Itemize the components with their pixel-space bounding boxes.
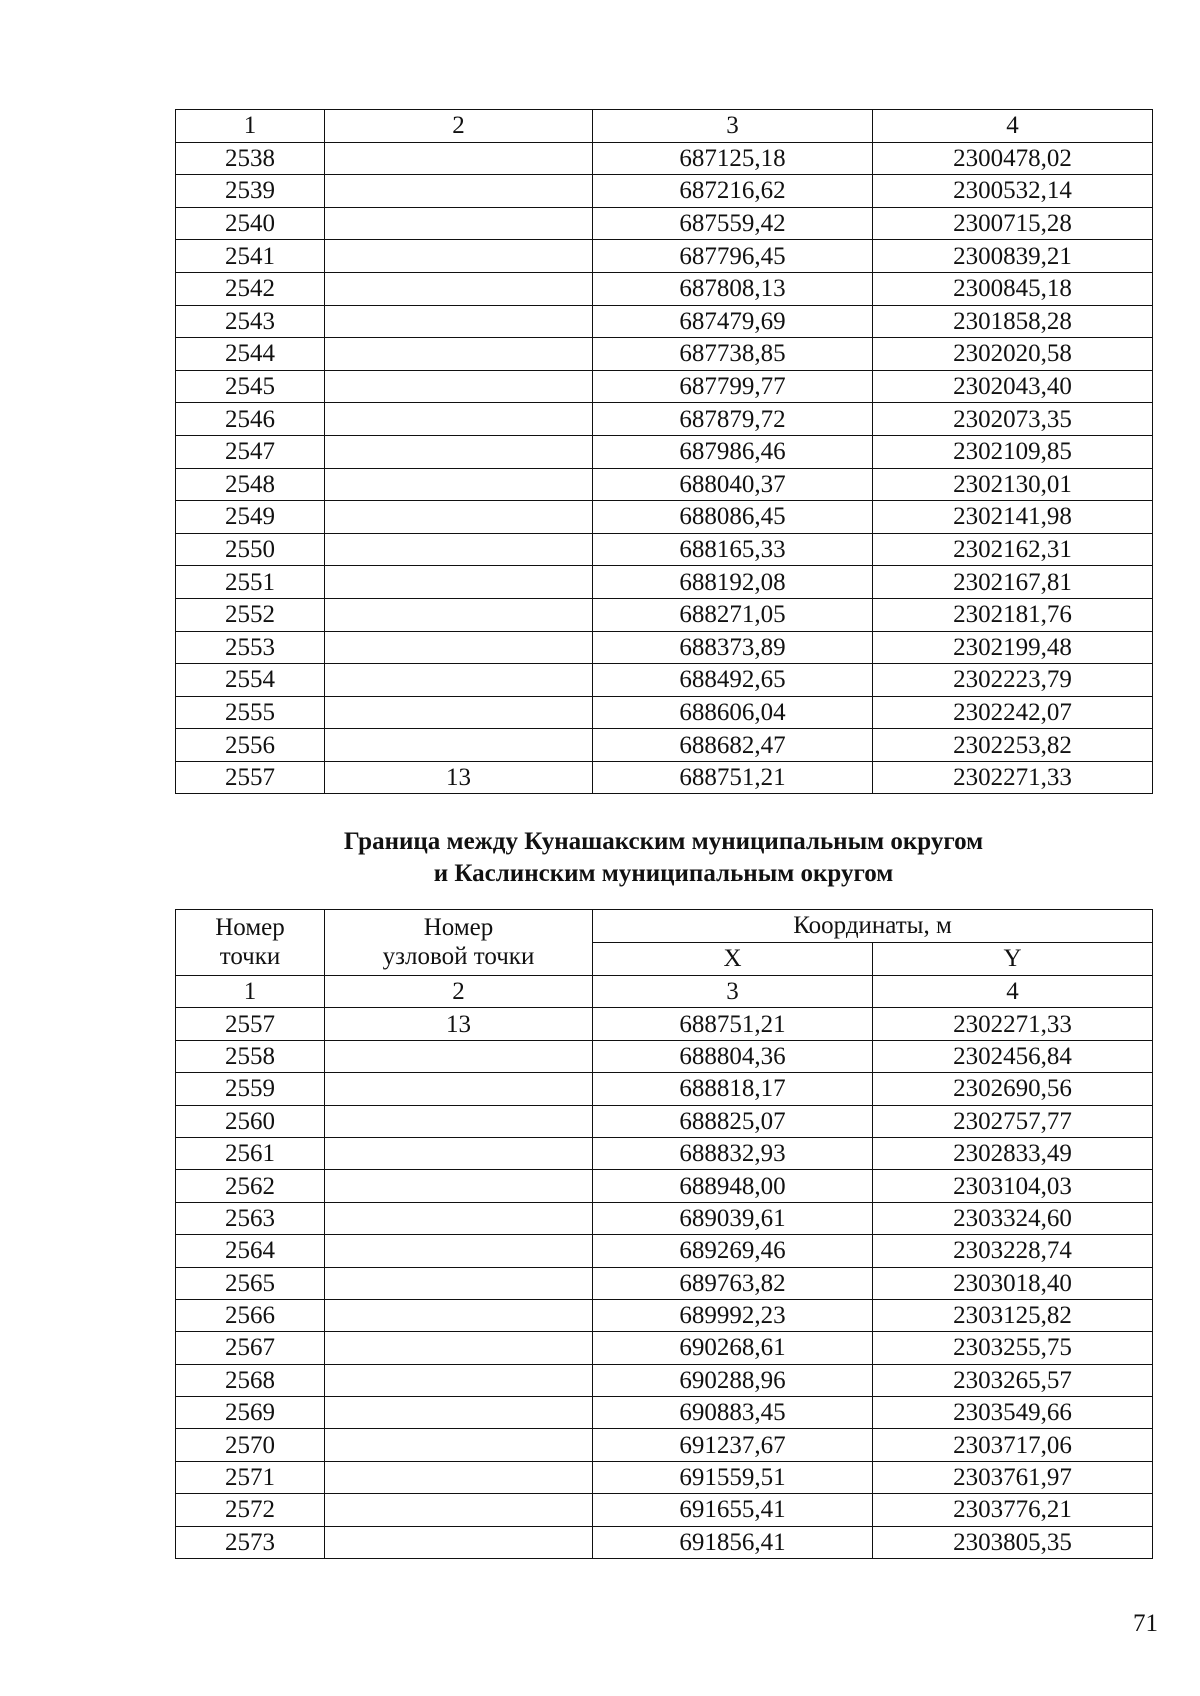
point-number-cell: 2564: [176, 1235, 325, 1267]
node-point-cell: [325, 1073, 593, 1105]
column-number-row: [176, 976, 1153, 1008]
node-point-cell: [325, 1526, 593, 1558]
table-body: [176, 110, 1153, 794]
point-number-cell: 2555: [176, 696, 325, 729]
x-coordinate-cell: 691559,51: [593, 1461, 873, 1493]
y-coordinate-cell: 2303549,66: [873, 1397, 1153, 1429]
node-point-cell: [325, 1429, 593, 1461]
table-row: [176, 501, 1153, 534]
point-number-cell: 2565: [176, 1267, 325, 1299]
header-point-number: [176, 910, 325, 976]
node-point-cell: [325, 566, 593, 599]
y-coordinate-cell: 2303228,74: [873, 1235, 1153, 1267]
table-row: [176, 1040, 1153, 1072]
column-number-row: [176, 110, 1153, 143]
table-row: [176, 729, 1153, 762]
y-coordinate-cell: 2303324,60: [873, 1202, 1153, 1234]
x-coordinate-cell: 690883,45: [593, 1397, 873, 1429]
table-row: [176, 1526, 1153, 1558]
point-number-cell: 2571: [176, 1461, 325, 1493]
column-number-cell: 2: [325, 976, 593, 1008]
node-point-cell: [325, 272, 593, 305]
point-number-cell: 2560: [176, 1105, 325, 1137]
y-coordinate-cell: 2303776,21: [873, 1494, 1153, 1526]
node-point-cell: [325, 240, 593, 273]
y-coordinate-cell: 2303125,82: [873, 1299, 1153, 1331]
x-coordinate-cell: 688492,65: [593, 664, 873, 697]
table-row: [176, 272, 1153, 305]
point-number-cell: 2549: [176, 501, 325, 534]
node-point-cell: [325, 1332, 593, 1364]
y-coordinate-cell: 2303018,40: [873, 1267, 1153, 1299]
x-coordinate-cell: 687125,18: [593, 142, 873, 175]
y-coordinate-cell: 2302141,98: [873, 501, 1153, 534]
x-coordinate-cell: 688192,08: [593, 566, 873, 599]
x-coordinate-cell: 689992,23: [593, 1299, 873, 1331]
node-point-cell: [325, 533, 593, 566]
y-coordinate-cell: 2302130,01: [873, 468, 1153, 501]
point-number-cell: 2566: [176, 1299, 325, 1331]
x-coordinate-cell: 687216,62: [593, 175, 873, 208]
column-number-cell: 3: [593, 976, 873, 1008]
y-coordinate-cell: 2303104,03: [873, 1170, 1153, 1202]
table-row: [176, 761, 1153, 794]
y-coordinate-cell: 2302162,31: [873, 533, 1153, 566]
y-coordinate-cell: 2302020,58: [873, 338, 1153, 371]
y-coordinate-cell: 2302271,33: [873, 761, 1153, 794]
x-coordinate-cell: 688825,07: [593, 1105, 873, 1137]
y-coordinate-cell: 2300839,21: [873, 240, 1153, 273]
x-coordinate-cell: 688606,04: [593, 696, 873, 729]
y-coordinate-cell: 2302757,77: [873, 1105, 1153, 1137]
point-number-cell: 2542: [176, 272, 325, 305]
table-row: [176, 1429, 1153, 1461]
node-point-cell: [325, 1235, 593, 1267]
y-coordinate-cell: 2300715,28: [873, 207, 1153, 240]
table-row: [176, 403, 1153, 436]
point-number-cell: 2539: [176, 175, 325, 208]
y-coordinate-cell: 2302043,40: [873, 370, 1153, 403]
point-number-cell: 2562: [176, 1170, 325, 1202]
x-coordinate-cell: 690268,61: [593, 1332, 873, 1364]
node-point-cell: [325, 370, 593, 403]
header-text: Номер точки: [215, 913, 285, 970]
node-point-cell: [325, 1202, 593, 1234]
table-row: [176, 1105, 1153, 1137]
x-coordinate-cell: 688165,33: [593, 533, 873, 566]
header-coordinates: Координаты, м: [593, 910, 1153, 943]
y-coordinate-cell: 2302833,49: [873, 1137, 1153, 1169]
x-coordinate-cell: 688271,05: [593, 598, 873, 631]
header-node-point-number: [325, 910, 593, 976]
node-point-cell: [325, 1040, 593, 1072]
table-row: [176, 1364, 1153, 1396]
node-point-cell: [325, 403, 593, 436]
x-coordinate-cell: 688818,17: [593, 1073, 873, 1105]
node-point-cell: [325, 696, 593, 729]
point-number-cell: 2545: [176, 370, 325, 403]
node-point-cell: [325, 435, 593, 468]
table-row: [176, 1202, 1153, 1234]
x-coordinate-cell: 687738,85: [593, 338, 873, 371]
x-coordinate-cell: 691237,67: [593, 1429, 873, 1461]
y-coordinate-cell: 2302199,48: [873, 631, 1153, 664]
point-number-cell: 2563: [176, 1202, 325, 1234]
node-point-cell: 13: [325, 1008, 593, 1040]
node-point-cell: [325, 1397, 593, 1429]
x-coordinate-cell: 689763,82: [593, 1267, 873, 1299]
y-coordinate-cell: 2302253,82: [873, 729, 1153, 762]
point-number-cell: 2538: [176, 142, 325, 175]
x-coordinate-cell: 688682,47: [593, 729, 873, 762]
point-number-cell: 2573: [176, 1526, 325, 1558]
x-coordinate-cell: 688804,36: [593, 1040, 873, 1072]
x-coordinate-cell: 688086,45: [593, 501, 873, 534]
point-number-cell: 2540: [176, 207, 325, 240]
table-row: [176, 305, 1153, 338]
x-coordinate-cell: 687479,69: [593, 305, 873, 338]
y-coordinate-cell: 2302167,81: [873, 566, 1153, 599]
y-coordinate-cell: 2300478,02: [873, 142, 1153, 175]
table-row: [176, 1008, 1153, 1040]
y-coordinate-cell: 2303265,57: [873, 1364, 1153, 1396]
x-coordinate-cell: 688832,93: [593, 1137, 873, 1169]
point-number-cell: 2554: [176, 664, 325, 697]
point-number-cell: 2556: [176, 729, 325, 762]
node-point-cell: [325, 1267, 593, 1299]
column-number-cell: 1: [176, 110, 325, 143]
x-coordinate-cell: 688948,00: [593, 1170, 873, 1202]
table-row: [176, 1332, 1153, 1364]
node-point-cell: [325, 631, 593, 664]
x-coordinate-cell: 689269,46: [593, 1235, 873, 1267]
x-coordinate-cell: 688373,89: [593, 631, 873, 664]
x-coordinate-cell: 689039,61: [593, 1202, 873, 1234]
header-x: X: [593, 943, 873, 976]
table-row: [176, 1137, 1153, 1169]
node-point-cell: [325, 1170, 593, 1202]
x-coordinate-cell: 691856,41: [593, 1526, 873, 1558]
point-number-cell: 2553: [176, 631, 325, 664]
column-number-cell: 4: [873, 110, 1153, 143]
node-point-cell: [325, 142, 593, 175]
point-number-cell: 2558: [176, 1040, 325, 1072]
point-number-cell: 2544: [176, 338, 325, 371]
table-row: [176, 1494, 1153, 1526]
x-coordinate-cell: 687796,45: [593, 240, 873, 273]
table-row: [176, 468, 1153, 501]
y-coordinate-cell: 2302109,85: [873, 435, 1153, 468]
x-coordinate-cell: 687799,77: [593, 370, 873, 403]
y-coordinate-cell: 2300532,14: [873, 175, 1153, 208]
point-number-cell: 2552: [176, 598, 325, 631]
table-row: [176, 1073, 1153, 1105]
column-number-cell: 2: [325, 110, 593, 143]
x-coordinate-cell: 687808,13: [593, 272, 873, 305]
point-number-cell: 2572: [176, 1494, 325, 1526]
point-number-cell: 2568: [176, 1364, 325, 1396]
y-coordinate-cell: 2302456,84: [873, 1040, 1153, 1072]
page-number: 71: [1133, 1610, 1158, 1637]
node-point-cell: [325, 1105, 593, 1137]
table-row: [176, 631, 1153, 664]
table-row: [176, 664, 1153, 697]
x-coordinate-cell: 687879,72: [593, 403, 873, 436]
node-point-cell: [325, 729, 593, 762]
table-row: [176, 1299, 1153, 1331]
table-row: [176, 338, 1153, 371]
header-y: Y: [873, 943, 1153, 976]
coordinates-table-continued: [175, 109, 1153, 794]
header-text: Номер узловой точки: [382, 913, 535, 970]
node-point-cell: [325, 1494, 593, 1526]
node-point-cell: [325, 501, 593, 534]
point-number-cell: 2561: [176, 1137, 325, 1169]
node-point-cell: [325, 468, 593, 501]
node-point-cell: 13: [325, 761, 593, 794]
table-row: [176, 207, 1153, 240]
node-point-cell: [325, 1364, 593, 1396]
node-point-cell: [325, 1461, 593, 1493]
node-point-cell: [325, 664, 593, 697]
point-number-cell: 2567: [176, 1332, 325, 1364]
table-row: [176, 598, 1153, 631]
table-row: [176, 533, 1153, 566]
node-point-cell: [325, 305, 593, 338]
coordinates-table: [175, 909, 1153, 1559]
column-number-cell: 1: [176, 976, 325, 1008]
table-row: [176, 370, 1153, 403]
y-coordinate-cell: 2303717,06: [873, 1429, 1153, 1461]
x-coordinate-cell: 688040,37: [593, 468, 873, 501]
y-coordinate-cell: 2302223,79: [873, 664, 1153, 697]
y-coordinate-cell: 2303761,97: [873, 1461, 1153, 1493]
point-number-cell: 2557: [176, 761, 325, 794]
node-point-cell: [325, 1299, 593, 1331]
x-coordinate-cell: 688751,21: [593, 1008, 873, 1040]
section-title: [175, 826, 1152, 890]
node-point-cell: [325, 175, 593, 208]
section-title-line: и Каслинским муниципальным округом: [433, 860, 894, 887]
x-coordinate-cell: 687559,42: [593, 207, 873, 240]
y-coordinate-cell: 2302073,35: [873, 403, 1153, 436]
column-number-cell: 4: [873, 976, 1153, 1008]
table-row: [176, 566, 1153, 599]
table-row: [176, 240, 1153, 273]
point-number-cell: 2551: [176, 566, 325, 599]
point-number-cell: 2559: [176, 1073, 325, 1105]
point-number-cell: 2541: [176, 240, 325, 273]
point-number-cell: 2550: [176, 533, 325, 566]
x-coordinate-cell: 690288,96: [593, 1364, 873, 1396]
table-row: [176, 1397, 1153, 1429]
y-coordinate-cell: 2300845,18: [873, 272, 1153, 305]
point-number-cell: 2546: [176, 403, 325, 436]
table-row: [176, 175, 1153, 208]
table-row: [176, 696, 1153, 729]
table-row: [176, 1235, 1153, 1267]
table-row: [176, 435, 1153, 468]
node-point-cell: [325, 1137, 593, 1169]
table-row: [176, 1170, 1153, 1202]
point-number-cell: 2543: [176, 305, 325, 338]
node-point-cell: [325, 598, 593, 631]
point-number-cell: 2547: [176, 435, 325, 468]
point-number-cell: 2548: [176, 468, 325, 501]
y-coordinate-cell: 2302242,07: [873, 696, 1153, 729]
y-coordinate-cell: 2301858,28: [873, 305, 1153, 338]
y-coordinate-cell: 2302690,56: [873, 1073, 1153, 1105]
point-number-cell: 2557: [176, 1008, 325, 1040]
table-row: [176, 1461, 1153, 1493]
header-row: [176, 910, 1153, 943]
x-coordinate-cell: 687986,46: [593, 435, 873, 468]
point-number-cell: 2570: [176, 1429, 325, 1461]
node-point-cell: [325, 338, 593, 371]
column-number-cell: 3: [593, 110, 873, 143]
y-coordinate-cell: 2303255,75: [873, 1332, 1153, 1364]
x-coordinate-cell: 688751,21: [593, 761, 873, 794]
y-coordinate-cell: 2302181,76: [873, 598, 1153, 631]
section-title-line: Граница между Кунашакским муниципальным округом: [343, 828, 984, 855]
point-number-cell: 2569: [176, 1397, 325, 1429]
y-coordinate-cell: 2302271,33: [873, 1008, 1153, 1040]
table-body: [176, 910, 1153, 1559]
table-row: [176, 142, 1153, 175]
node-point-cell: [325, 207, 593, 240]
x-coordinate-cell: 691655,41: [593, 1494, 873, 1526]
y-coordinate-cell: 2303805,35: [873, 1526, 1153, 1558]
table-row: [176, 1267, 1153, 1299]
